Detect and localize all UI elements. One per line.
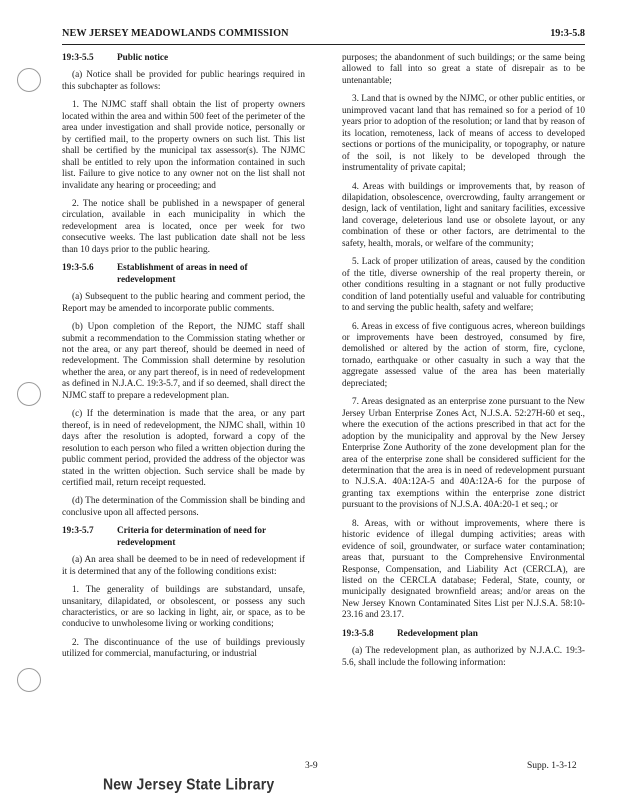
paragraph: 3. Land that is owned by the NJMC, or other public entities, or unimproved vacant land that has remained so for a period of 10 years prior to adoption of the resolution; or land that by reason of its location, remoteness, lack of means of access to developed sections or portions of the municipality, or topography, or nature of the soil, is not likely to be developed through the instrumentality of private capital; bbox=[342, 94, 585, 174]
paragraph: (d) The determination of the Commission shall be binding and conclusive upon all affected persons. bbox=[62, 496, 305, 518]
section-number: 19:3-5.6 bbox=[62, 263, 94, 274]
section-title: Public notice bbox=[117, 53, 169, 63]
paragraph: 6. Areas in excess of five contiguous acres, whereon buildings or improvements have been destroyed, consumed by fire, demolished or altered by the action of storm, fire, cyclone, tornado, earthquake or other casualty in such a way that the aggregate assessed value of the area has been materially depreciated; bbox=[342, 321, 585, 389]
section-number: 19:3-5.7 bbox=[62, 526, 94, 537]
section-title: Redevelopment plan bbox=[397, 628, 478, 639]
paragraph: (b) Upon completion of the Report, the NJMC staff shall submit a recommendation to the Commission stating whether or not the area, or any part thereof, should be deemed in need of redevelopment. The Commission shall determine by resolution whether the area, or any part thereof, is in need of redevelopment as defined in N.J.A.C. 19:3-5.7, and if so deemed, shall direct the NJMC staff to prepare a redevelopment plan. bbox=[62, 322, 305, 401]
paragraph: 2. The discontinuance of the use of buildings previously utilized for commercial, manufacturing, or industrial bbox=[62, 637, 305, 660]
punch-hole-middle bbox=[17, 382, 41, 406]
section-title: Establishment of areas in need of redevelopment bbox=[117, 263, 248, 285]
paragraph: (a) Subsequent to the public hearing and comment period, the Report may be amended to incorporate public comments. bbox=[62, 292, 305, 314]
section-number: 19:3-5.8 bbox=[342, 628, 374, 639]
right-column bbox=[342, 53, 585, 676]
section-heading bbox=[342, 629, 585, 640]
punch-hole-bottom bbox=[17, 668, 41, 692]
section-heading bbox=[62, 263, 305, 286]
paragraph: purposes; the abandonment of such buildings; or the same being allowed to fall into so great a state of disrepair as to be untenantable; bbox=[342, 53, 585, 86]
running-header bbox=[62, 28, 585, 45]
section-title: Criteria for determination of need for redevelopment bbox=[117, 526, 266, 548]
page-number: 3-9 bbox=[305, 761, 318, 771]
paragraph: 1. The NJMC staff shall obtain the list of property owners located within the area and within 500 feet of the perimeter of the area under investigation and shall provide notice, personally or by certified mail, to the property owners on such list. This list shall be certified by the municipal tax assessor(s). The NJMC shall be entitled to rely upon the information contained in such list. Failure to give notice to any owner not on the list shall not invalidate any hearing or proceeding; and bbox=[62, 100, 305, 191]
library-stamp: New Jersey State Library bbox=[103, 775, 275, 793]
punch-hole-top bbox=[17, 68, 41, 92]
paragraph: 2. The notice shall be published in a newspaper of general circulation, available in each municipality in which the redevelopment area is located, once per week for two consecutive weeks. The last publication date shall not be less than 10 days prior to the public hearing. bbox=[62, 198, 305, 255]
paragraph: 5. Lack of proper utilization of areas, caused by the condition of the title, diverse ownership of the real property therein, or other conditions resulting in a stagnant or not fully productive condition of land potentially useful and valuable for contributing to and serving the public health, safety and welfare; bbox=[342, 257, 585, 314]
header-section: 19:3-5.8 bbox=[550, 28, 585, 39]
paragraph: 7. Areas designated as an enterprise zone pursuant to the New Jersey Urban Enterprise Zones Act, N.J.S.A. 52:27H-60 et seq., where the execution of the actions prescribed in that act for the adoption by the municipality and approval by the New Jersey Enterprise Zone Authority of the zone development plan for the area of the enterprise zone shall be considered sufficient for the determination that the area is in need of redevelopment pursuant to N.J.S.A. 40A:12A-5 and 40A:12A-6 for the purpose of granting tax exemptions within the enterprise zone district pursuant to the provisions of N.J.S.A. 40A:20-1 et seq.; or bbox=[342, 397, 585, 511]
paragraph: (a) The redevelopment plan, as authorized by N.J.A.C. 19:3-5.6, shall include the following information: bbox=[342, 646, 585, 668]
paragraph: (c) If the determination is made that the area, or any part thereof, is in need of redevelopment, the NJMC shall, within 10 days after the resolution is adopted, forward a copy of the resolution to each person who filed a written objection during the public comment period, provided the address of the objector was stated in the written objection. Such service shall be made by certified mail, return receipt requested. bbox=[62, 409, 305, 488]
paragraph: (a) An area shall be deemed to be in need of redevelopment if it is determined that any of the following conditions exist: bbox=[62, 555, 305, 577]
left-column bbox=[62, 53, 305, 668]
paragraph: 8. Areas, with or without improvements, where there is historic evidence of illegal dumping activities; areas with evidence of soil, groundwater, or surface water contamination; areas that, pursuant to the Comprehensive Environmental Response, Compensation, and Liability Act (CERCLA), are listed on the CERCLA database; Federal, State, county, or municipally designated brownfield areas; and/or areas on the New Jersey Known Contaminated Sites List per N.J.S.A. 58:10-23.16 and 23.17. bbox=[342, 518, 585, 621]
paragraph: 4. Areas with buildings or improvements that, by reason of dilapidation, obsolescence, overcrowding, faulty arrangement or design, lack of ventilation, light and sanitary facilities, excessive land coverage, deleterious land use or obsolete layout, or any combination of these or other factors, are detrimental to the safety, health, morals, or welfare of the community; bbox=[342, 181, 585, 249]
header-agency: NEW JERSEY MEADOWLANDS COMMISSION bbox=[62, 28, 289, 39]
section-heading bbox=[62, 53, 305, 64]
section-number: 19:3-5.5 bbox=[62, 53, 94, 63]
supplement-date: Supp. 1-3-12 bbox=[527, 761, 577, 771]
section-heading bbox=[62, 526, 305, 549]
paragraph: 1. The generality of buildings are substandard, unsafe, unsanitary, dilapidated, or obsolescent, or possess any such characteristics, or are so lacking in light, air, or space, as to be conducive to unwholesome living or working conditions; bbox=[62, 585, 305, 630]
paragraph: (a) Notice shall be provided for public hearings required in this subchapter as follows: bbox=[62, 70, 305, 92]
